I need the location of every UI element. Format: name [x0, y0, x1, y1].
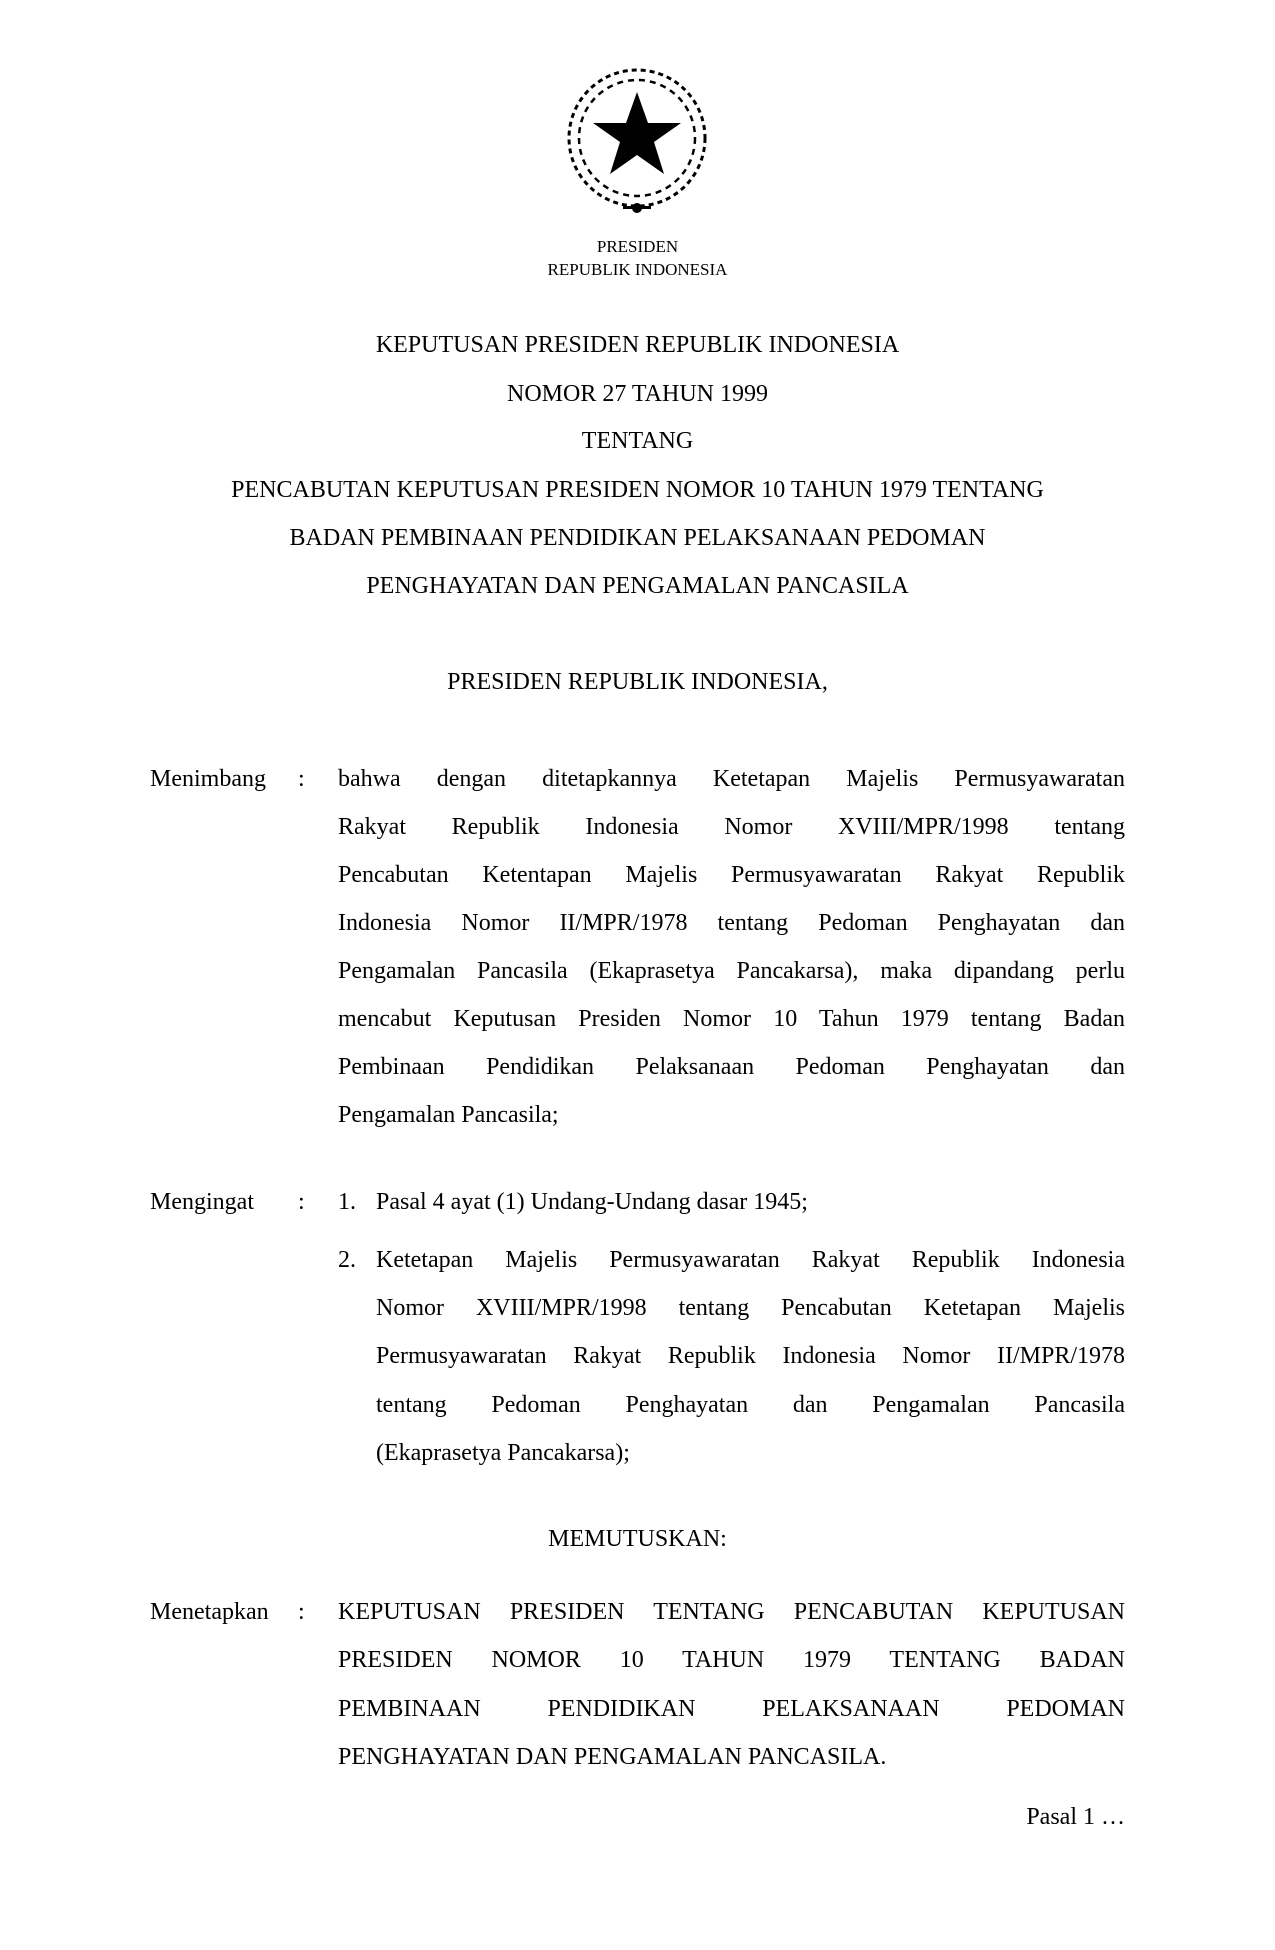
- mengingat-line: Pasal 4 ayat (1) Undang-Undang dasar 1945;: [376, 1189, 808, 1215]
- menimbang-colon: :: [298, 766, 305, 792]
- title-line: BADAN PEMBINAAN PENDIDIKAN PELAKSANAAN PEDOMAN: [289, 525, 986, 551]
- mengingat-line: (Ekaprasetya Pancakarsa);: [376, 1440, 630, 1466]
- title-line: TENTANG: [581, 428, 694, 454]
- letterhead-president: PRESIDEN: [596, 237, 679, 256]
- menetapkan-label: Menetapkan: [150, 1599, 269, 1625]
- menetapkan-line: PRESIDEN NOMOR 10 TAHUN 1979 TENTANG BADAN: [338, 1647, 1125, 1673]
- menimbang-line: Indonesia Nomor II/MPR/1978 tentang Pedoman Penghayatan dan: [338, 910, 1125, 936]
- mengingat-colon: :: [298, 1189, 305, 1215]
- menimbang-line: mencabut Keputusan Presiden Nomor 10 Tahun 1979 tentang Badan: [338, 1006, 1125, 1032]
- menimbang-label: Menimbang: [150, 766, 266, 792]
- menetapkan-line: PENGHAYATAN DAN PENGAMALAN PANCASILA.: [338, 1744, 887, 1770]
- menimbang-line: Rakyat Republik Indonesia Nomor XVIII/MPR/1998 tentang: [338, 814, 1125, 840]
- menimbang-line: Pembinaan Pendidikan Pelaksanaan Pedoman Penghayatan dan: [338, 1054, 1125, 1080]
- menetapkan-line: KEPUTUSAN PRESIDEN TENTANG PENCABUTAN KEPUTUSAN: [338, 1599, 1125, 1625]
- menetapkan-line: PEMBINAAN PENDIDIKAN PELAKSANAAN PEDOMAN: [338, 1696, 1125, 1722]
- memutuskan-heading: MEMUTUSKAN:: [548, 1526, 727, 1552]
- item-number: 2.: [338, 1247, 356, 1273]
- title-line: PENCABUTAN KEPUTUSAN PRESIDEN NOMOR 10 TAHUN 1979 TENTANG: [231, 477, 1044, 503]
- title-line: PENGHAYATAN DAN PENGAMALAN PANCASILA: [366, 573, 909, 599]
- title-line: NOMOR 27 TAHUN 1999: [507, 381, 768, 407]
- menetapkan-colon: :: [298, 1599, 305, 1625]
- menimbang-line: Pengamalan Pancasila;: [338, 1102, 559, 1128]
- title-line: KEPUTUSAN PRESIDEN REPUBLIK INDONESIA: [375, 332, 900, 358]
- item-number: 1.: [338, 1189, 356, 1215]
- mengingat-line: Ketetapan Majelis Permusyawaratan Rakyat Republik Indonesia: [376, 1247, 1125, 1273]
- menimbang-line: Pengamalan Pancasila (Ekaprasetya Pancakarsa), maka dipandang perlu: [338, 958, 1125, 984]
- mengingat-line: tentang Pedoman Penghayatan dan Pengamalan Pancasila: [376, 1392, 1125, 1418]
- presidential-seal-icon: [557, 60, 717, 220]
- menimbang-line: Pencabutan Ketentapan Majelis Permusyawaratan Rakyat Republik: [338, 862, 1125, 888]
- mengingat-label: Mengingat: [150, 1189, 254, 1215]
- page-continuation: Pasal 1 …: [1026, 1804, 1125, 1830]
- mengingat-line: Permusyawaratan Rakyat Republik Indonesia Nomor II/MPR/1978: [376, 1343, 1125, 1369]
- mengingat-line: Nomor XVIII/MPR/1998 tentang Pencabutan Ketetapan Majelis: [376, 1295, 1125, 1321]
- issuer: PRESIDEN REPUBLIK INDONESIA,: [447, 669, 828, 695]
- letterhead-republic: REPUBLIK INDONESIA: [547, 260, 728, 279]
- menimbang-line: bahwa dengan ditetapkannya Ketetapan Majelis Permusyawaratan: [338, 766, 1125, 792]
